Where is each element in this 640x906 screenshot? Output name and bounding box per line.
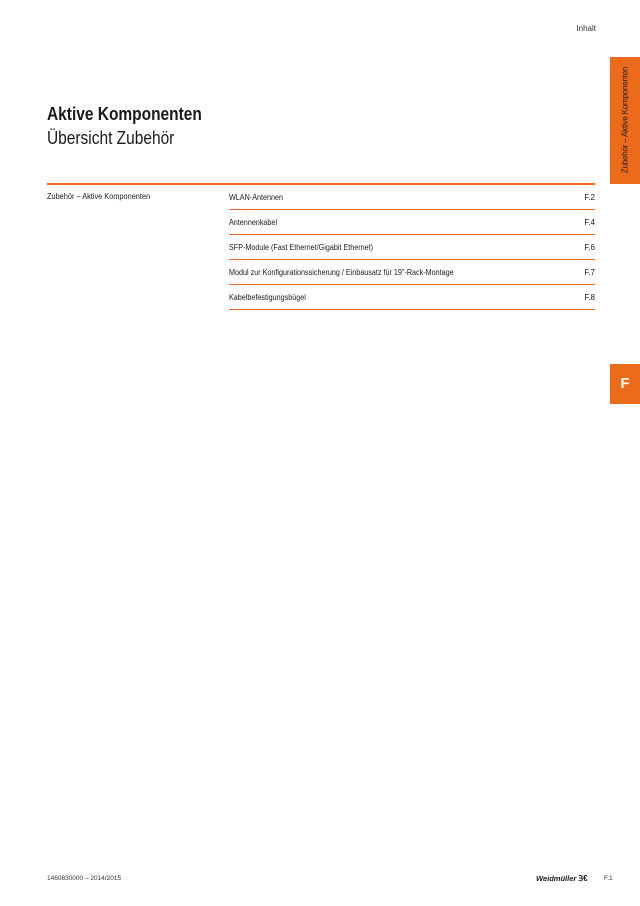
page-title: Aktive Komponenten — [47, 104, 202, 124]
toc-entry-title: WLAN-Antennen — [229, 192, 284, 202]
toc-row-konfigurationssicherung[interactable] — [229, 260, 595, 285]
chapter-letter-tab[interactable]: F — [610, 364, 640, 404]
toc-entry-title: Kabelbefestigungsbügel — [229, 292, 306, 302]
chapter-side-tab[interactable] — [610, 57, 640, 184]
brand-logo — [536, 873, 588, 884]
chapter-side-tab-label: Zubehör – Aktive Komponenten — [620, 66, 630, 174]
header-section-label: Inhalt — [576, 24, 596, 33]
toc-entry-page: F.8 — [584, 292, 595, 302]
toc-entry-title: Antennenkabel — [229, 217, 278, 227]
footer-page-number: F.1 — [604, 875, 613, 882]
toc-entry-title: Modul zur Konfigurationssicherung / Einbausatz für 19"-Rack-Montage — [229, 267, 454, 277]
toc-entry-page: F.4 — [584, 217, 595, 227]
brand-logo-text: Weidmüller — [536, 874, 577, 883]
toc-row-kabelbefestigungsbuegel[interactable] — [229, 285, 595, 310]
toc-entry-page: F.2 — [584, 192, 595, 202]
brand-mark-icon: Ɜ€ — [578, 874, 588, 883]
toc-entry-page: F.6 — [584, 242, 595, 252]
toc-row-antennenkabel[interactable] — [229, 210, 595, 235]
page-subtitle: Übersicht Zubehör — [47, 128, 175, 148]
section-label: Zubehör – Aktive Komponenten — [47, 192, 151, 201]
table-of-contents — [229, 185, 595, 310]
footer-catalog-number: 1460830000 – 2014/2015 — [47, 875, 122, 882]
toc-row-sfp-module[interactable] — [229, 235, 595, 260]
toc-entry-page: F.7 — [584, 267, 595, 277]
toc-entry-title: SFP-Module (Fast Ethernet/Gigabit Ethernet) — [229, 242, 374, 252]
toc-row-wlan-antennen[interactable] — [229, 185, 595, 210]
